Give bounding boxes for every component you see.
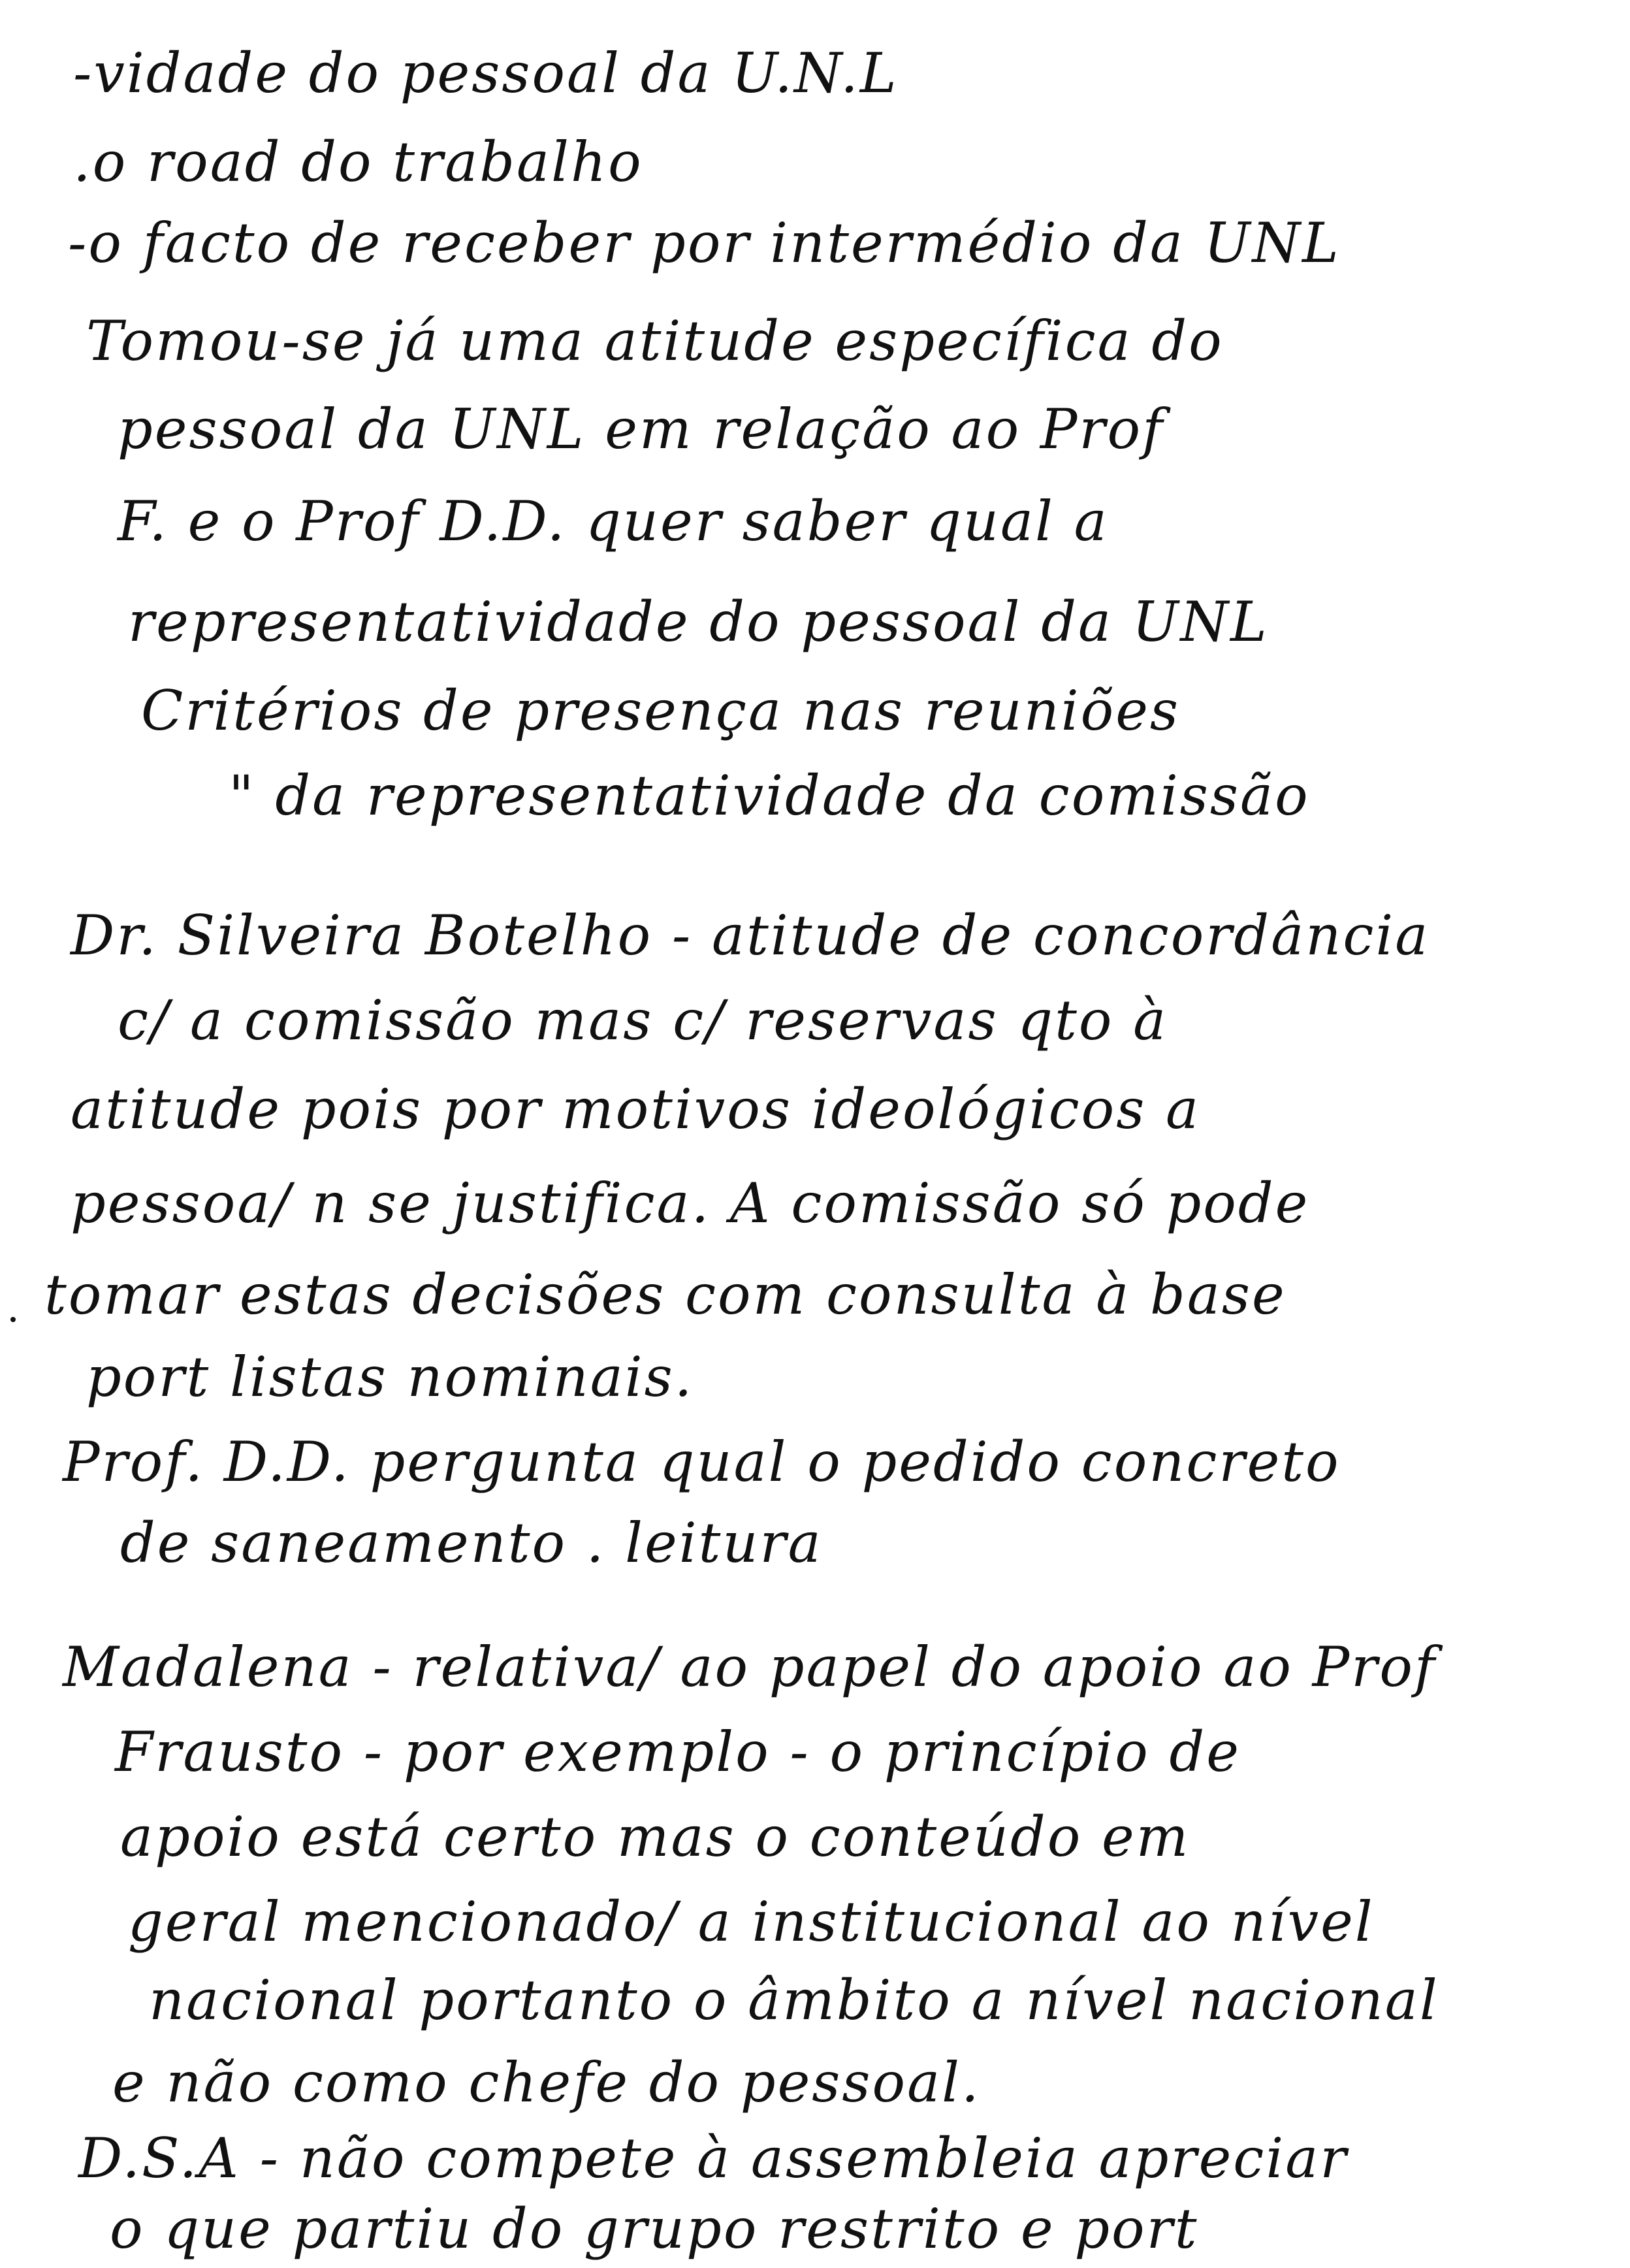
text-line-3: -o facto de receber por intermédio da UNL — [68, 211, 1341, 275]
text-line-21: geral mencionado/ a institucional ao nível — [128, 1890, 1375, 1954]
text-line-4: Tomou-se já uma atitude específica do — [86, 309, 1224, 373]
text-line-16: Prof. D.D. pergunta qual o pedido concreto — [63, 1430, 1341, 1494]
text-line-12: atitude pois por motivos ideológicos a — [71, 1077, 1201, 1141]
text-line-20: apoio está certo mas o conteúdo em — [120, 1805, 1191, 1869]
text-line-25: o que partiu do grupo restrito e port — [110, 2197, 1199, 2261]
text-line-9: " da representatividade da comissão — [229, 764, 1310, 828]
text-line-5: pessoal da UNL em relação ao Prof — [118, 397, 1165, 461]
text-line-23: e não como chefe do pessoal. — [112, 2050, 981, 2114]
text-line-8: Critérios de presença nas reuniões — [141, 679, 1181, 743]
text-line-13: pessoa/ n se justifica. A comissão só pode — [71, 1171, 1310, 1235]
text-line-18: Madalena - relativa/ ao papel do apoio ao Prof — [63, 1635, 1437, 1699]
stray-ink-dot — [10, 1317, 16, 1322]
text-line-15: port listas nominais. — [86, 1345, 694, 1409]
text-line-22: nacional portanto o âmbito a nível nacional — [149, 1968, 1439, 2032]
text-line-7: representatividade do pessoal da UNL — [128, 590, 1269, 654]
text-line-10: Dr. Silveira Botelho - atitude de concordância — [71, 903, 1430, 967]
text-line-24: D.S.A - não compete à assembleia apreciar — [78, 2126, 1349, 2190]
text-line-17: de saneamento . leitura — [120, 1511, 823, 1575]
text-line-6: F. e o Prof D.D. quer saber qual a — [118, 489, 1109, 553]
text-line-11: c/ a comissão mas c/ reservas qto à — [118, 988, 1168, 1052]
text-line-2: .o road do trabalho — [73, 130, 643, 194]
text-line-19: Frausto - por exemplo - o princípio de — [115, 1720, 1241, 1784]
text-line-14: tomar estas decisões com consulta à base — [44, 1263, 1286, 1327]
text-line-1: -vidade do pessoal da U.N.L — [73, 41, 899, 105]
